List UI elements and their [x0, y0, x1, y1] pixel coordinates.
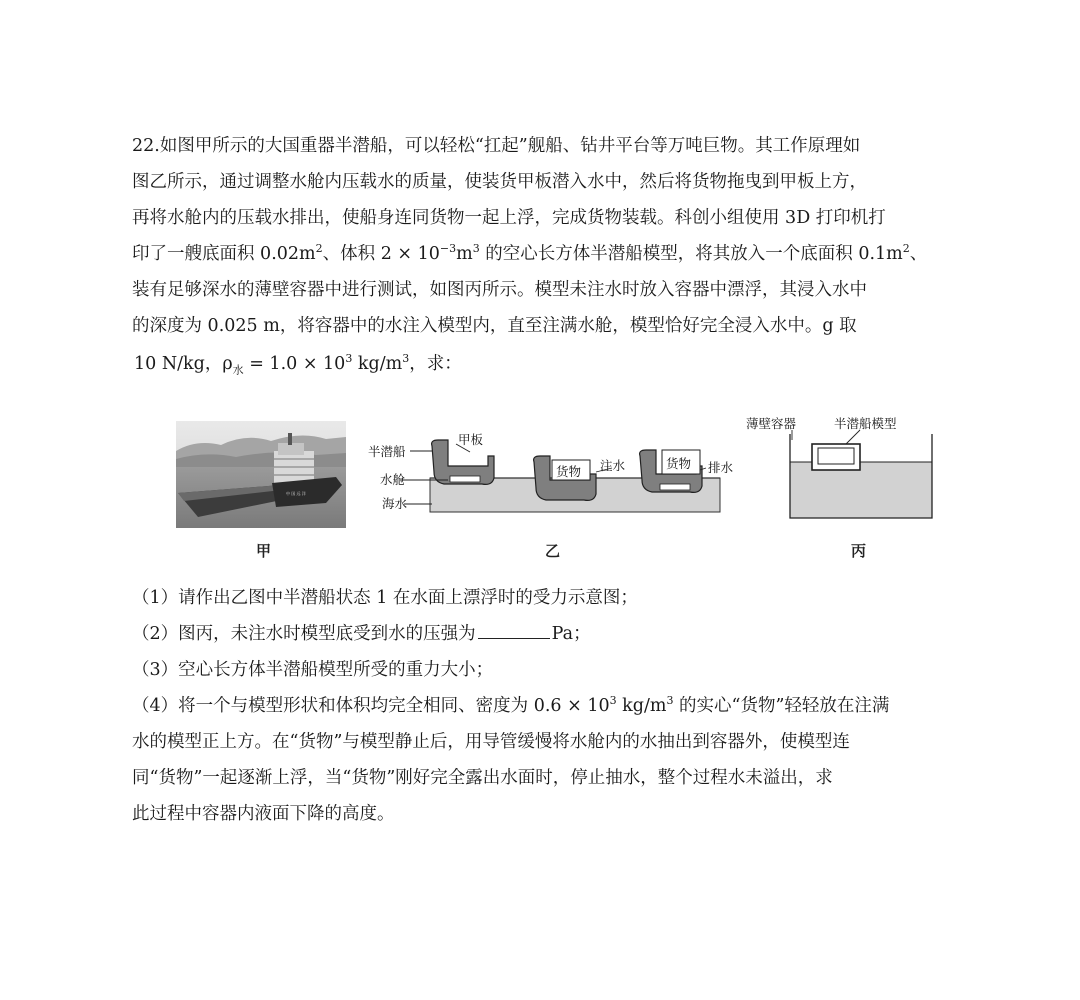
subquestion-4-line-2: 水的模型正上方。在“货物”与模型静止后，用导管缓慢将水舱内的水抽出到容器外，使模型连 — [132, 732, 850, 752]
label-cargo-2: 货物 — [666, 456, 692, 471]
subquestion-3: （3）空心长方体半潜船模型所受的重力大小； — [132, 660, 494, 680]
tank-3 — [660, 484, 690, 490]
label-cargo-1: 货物 — [556, 464, 582, 479]
question-line-4: 印了一艘底面积 $0.02m^2$、体积 $2 \times 10^{-3}m^3$ 的空心长方体半潜船模型，将其放入一个底面积 $0.1m^2$、 — [132, 242, 928, 264]
label-drain: 排水 — [708, 460, 734, 475]
ship-hull-text: 中 国 远 洋 — [286, 491, 306, 496]
question-line-6: 的深度为 0.025 m，将容器中的水注入模型内，直至注满水舱，模型恰好完全浸入水中。g 取 — [132, 316, 857, 336]
caption-bing: 丙 — [851, 542, 867, 560]
label-model: 半潜船模型 — [834, 416, 897, 431]
model-inner — [818, 448, 854, 464]
label-inject: 注水 — [600, 458, 626, 473]
label-ship: 半潜船 — [368, 444, 406, 459]
question-line-2: 图乙所示，通过调整水舱内压载水的质量，使装货甲板潜入水中，然后将货物拖曳到甲板上方， — [132, 172, 867, 192]
subquestion-1: （1）请作出乙图中半潜船状态 1 在水面上漂浮时的受力示意图； — [132, 588, 638, 608]
subquestion-2: （2）图丙，未注水时模型底受到水的压强为 Pa； — [132, 624, 591, 644]
question-line-5: 装有足够深水的薄壁容器中进行测试，如图丙所示。模型未注水时放入容器中漂浮，其浸入水中 — [132, 280, 867, 300]
label-tank: 水舱 — [380, 472, 406, 487]
caption-jia: 甲 — [256, 542, 272, 560]
subquestion-4-line-4: 此过程中容器内液面下降的高度。 — [132, 804, 395, 824]
label-deck: 甲板 — [458, 432, 484, 447]
caption-yi: 乙 — [545, 542, 561, 560]
label-sea: 海水 — [382, 496, 408, 511]
question-line-3: 再将水舱内的压载水排出，使船身连同货物一起上浮，完成货物装载。科创小组使用 3D 打印机打 — [132, 208, 886, 228]
subquestion-4-line-1: （4）将一个与模型形状和体积均完全相同、密度为 $0.6 \times 10^3$ $kg/m^3$ 的实心“货物”轻轻放在注满 — [132, 694, 890, 716]
label-container: 薄壁容器 — [746, 416, 797, 431]
question-line-1: 22.如图甲所示的大国重器半潜船，可以轻松“扛起”舰船、钻井平台等万吨巨物。其工作原理如 — [132, 136, 861, 156]
tank-1 — [450, 476, 480, 482]
question-line-7: 10 N/kg，$\rho_水 = 1.0 \times 10^3$ $kg/m^3$，求： — [134, 352, 462, 377]
subquestion-4-line-3: 同“货物”一起逐渐上浮，当“货物”刚好完全露出水面时，停止抽水，整个过程水未溢出，求 — [132, 768, 833, 788]
answer-blank[interactable] — [478, 637, 550, 639]
